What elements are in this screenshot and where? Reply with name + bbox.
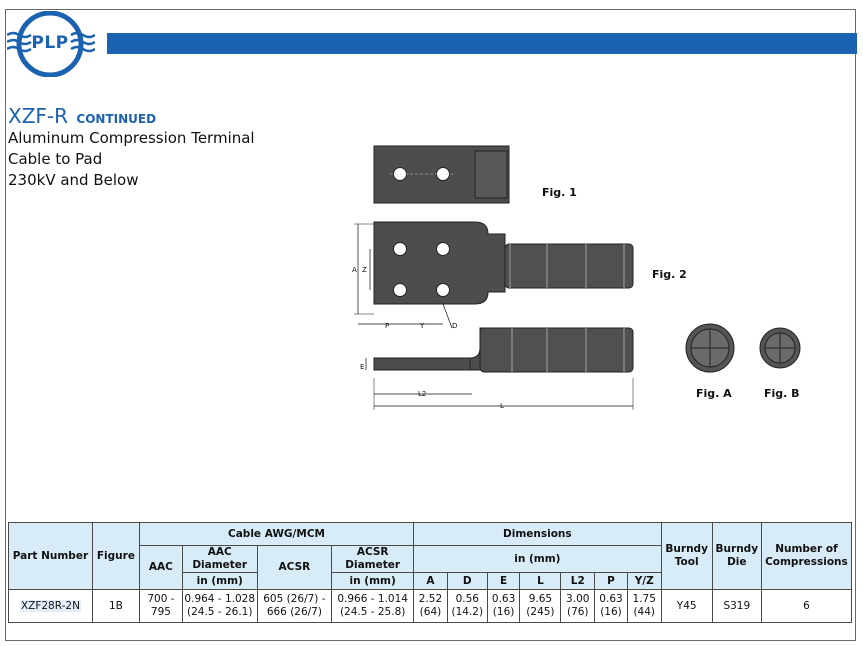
col-aac: AAC [139, 546, 182, 590]
dim-e-label: E [360, 363, 365, 371]
col-figure: Figure [92, 523, 139, 590]
table-row [9, 590, 852, 623]
col-acsr: ACSR [257, 546, 332, 590]
title-block [8, 104, 255, 191]
col-aac-diameter-unit: in (mm) [182, 573, 257, 590]
side-view-drawing [366, 328, 633, 410]
cell-acsr-diameter: 0.966 - 1.014 (24.5 - 25.8) [332, 590, 414, 623]
logo-text: PLP [31, 33, 69, 53]
cell-dim-a: 2.52 (64) [414, 590, 448, 623]
cell-aac-diameter: 0.964 - 1.028 (24.5 - 26.1) [182, 590, 257, 623]
subtitle-line-1: Aluminum Compression Terminal [8, 129, 255, 147]
col-burndy-die: Burndy Die [712, 523, 761, 590]
fig1-label: Fig. 1 [542, 186, 577, 199]
dim-l-label: L [500, 402, 504, 410]
figB-drawing [760, 328, 800, 368]
cell-dim-l: 9.65 (245) [520, 590, 561, 623]
dim-z-label: Z [362, 266, 367, 274]
cell-figure: 1B [92, 590, 139, 623]
col-dimensions: Dimensions [414, 523, 662, 546]
dim-d-label: D [452, 322, 458, 330]
cell-aac: 700 - 795 [139, 590, 182, 623]
dim-p-label: P [385, 322, 390, 330]
fig2-label: Fig. 2 [652, 268, 687, 281]
col-burndy-tool: Burndy Tool [661, 523, 712, 590]
col-dim-p: P [595, 573, 628, 590]
figA-label: Fig. A [696, 387, 732, 400]
col-dim-yz: Y/Z [627, 573, 661, 590]
col-dim-e: E [487, 573, 520, 590]
cell-dim-e: 0.63 (16) [487, 590, 520, 623]
col-part-number: Part Number [9, 523, 93, 590]
cell-burndy-die: S319 [712, 590, 761, 623]
plp-logo [7, 11, 95, 77]
technical-drawing [340, 138, 810, 422]
spec-table [8, 522, 852, 623]
cell-burndy-tool: Y45 [661, 590, 712, 623]
cell-dim-d: 0.56 (14.2) [447, 590, 487, 623]
col-dim-d: D [447, 573, 487, 590]
col-aac-diameter: AAC Diameter [182, 546, 257, 573]
dim-a-label: A [352, 266, 357, 274]
continued-label: CONTINUED [76, 112, 157, 126]
subtitle-line-2: Cable to Pad [8, 150, 103, 168]
fig1-drawing [374, 146, 509, 203]
dim-y-label: Y [420, 322, 425, 330]
product-title [8, 104, 255, 128]
col-cable-group: Cable AWG/MCM [139, 523, 413, 546]
col-acsr-diameter: ACSR Diameter [332, 546, 414, 573]
dim-l2-label: L2 [418, 390, 427, 398]
col-dim-a: A [414, 573, 448, 590]
header-bar [107, 33, 857, 54]
cell-num-compressions: 6 [761, 590, 851, 623]
col-dim-l: L [520, 573, 561, 590]
product-code: XZF-R [8, 104, 69, 128]
col-dim-l2: L2 [561, 573, 595, 590]
col-acsr-diameter-unit: in (mm) [332, 573, 414, 590]
figB-label: Fig. B [764, 387, 800, 400]
cell-part-number: XZF28R-2N [9, 590, 93, 623]
col-num-compressions: Number of Compressions [761, 523, 851, 590]
cell-dim-l2: 3.00 (76) [561, 590, 595, 623]
col-dimensions-unit: in (mm) [414, 546, 662, 573]
cell-dim-yz: 1.75 (44) [627, 590, 661, 623]
cell-dim-p: 0.63 (16) [595, 590, 628, 623]
fig2-drawing [354, 222, 633, 328]
subtitle-line-3: 230kV and Below [8, 171, 139, 189]
cell-acsr: 605 (26/7) - 666 (26/7) [257, 590, 332, 623]
figA-drawing [686, 324, 734, 372]
